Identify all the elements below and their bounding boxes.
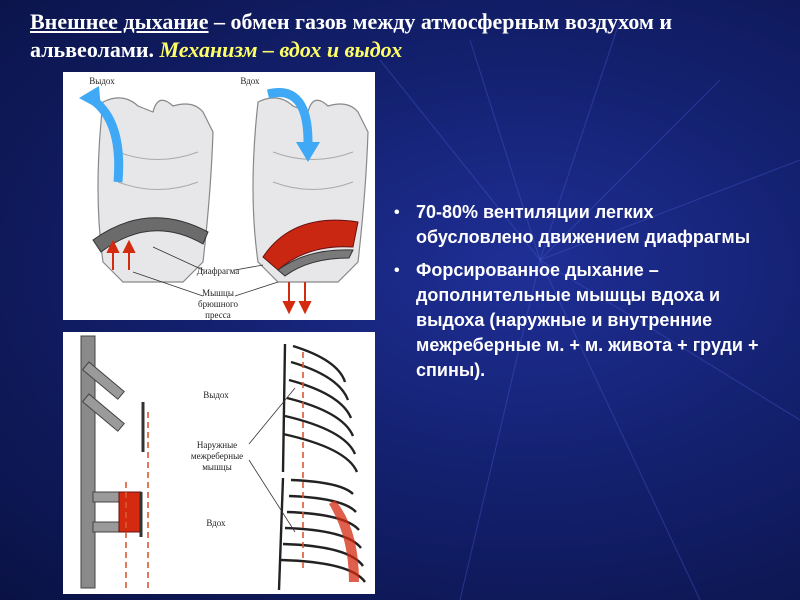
bullet-list xyxy=(394,200,774,391)
label-exhale-top: Выдох xyxy=(89,76,115,86)
slide-title xyxy=(30,8,790,64)
title-definition: – обмен газов между атмосферным воздухом и альвеолами. xyxy=(30,9,673,62)
label-inhale-top: Вдох xyxy=(240,76,260,86)
torso-drawing xyxy=(63,72,375,320)
bullet-dot-icon: • xyxy=(394,204,400,221)
rib-mechanics-illustration xyxy=(63,332,375,594)
breathing-torso-illustration xyxy=(63,72,375,320)
bullet-text: 70-80% вентиляции легких обусловлено движением диафрагмы xyxy=(416,202,751,247)
bullet-text: Форсированное дыхание – дополнительные мышцы вдоха и выдоха (наружные и внутренние межреберные м. + м. живота + груди + спины). xyxy=(416,260,759,380)
title-term: Внешнее дыхание xyxy=(30,9,209,34)
title-mechanism: Механизм – вдох и выдох xyxy=(159,37,403,62)
label-exhale-bottom: Выдох xyxy=(203,390,229,400)
exhale-arrow-icon xyxy=(79,86,101,110)
bullet-item xyxy=(394,258,774,383)
label-diaphragm: Диафрагма xyxy=(196,266,240,276)
bullet-dot-icon: • xyxy=(394,262,400,279)
label-inhale-bottom: Вдох xyxy=(206,518,226,528)
label-external-intercostal: Наружные межреберные мышцы xyxy=(190,440,244,472)
bullet-item xyxy=(394,200,774,250)
label-abdominal-muscles: Мышцы брюшного пресса xyxy=(197,288,239,320)
